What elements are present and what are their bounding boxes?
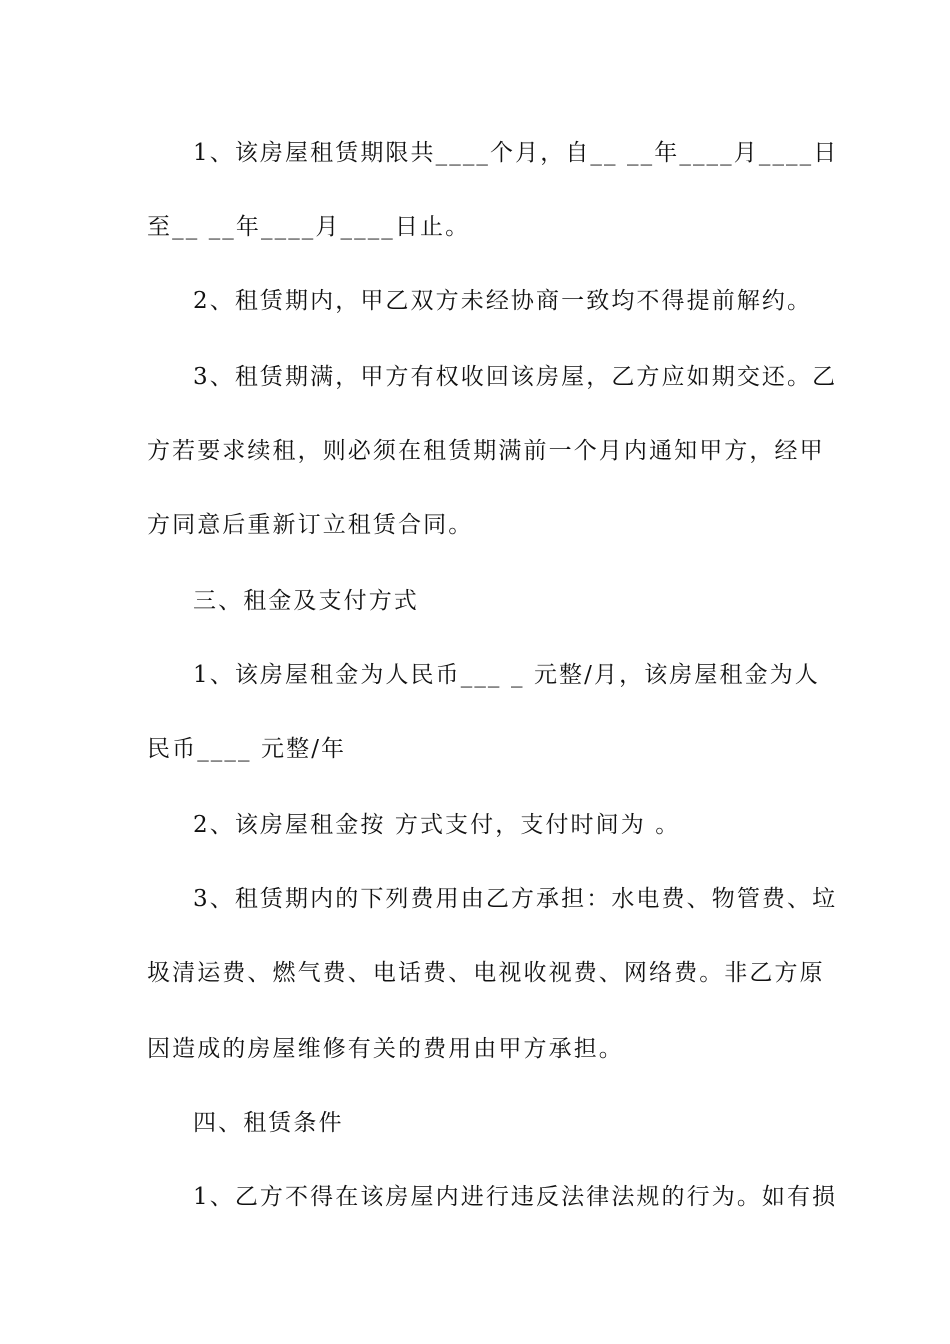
section-heading-lease-conditions: 四、租赁条件 [193, 1110, 344, 1136]
lease-term-clause-line-1: 1、该房屋租赁期限共____个月，自__ __年____月____日 [193, 140, 839, 166]
fees-clause-line-3: 因造成的房屋维修有关的费用由甲方承担。 [147, 1036, 624, 1062]
fees-clause-line-1: 3、租赁期内的下列费用由乙方承担：水电费、物管费、垃 [193, 886, 838, 912]
renewal-clause-line-3: 方同意后重新订立租赁合同。 [147, 512, 474, 538]
rent-amount-clause-line-1: 1、该房屋租金为人民币___ _ 元整/月，该房屋租金为人 [193, 662, 820, 688]
renewal-clause-line-2: 方若要求续租，则必须在租赁期满前一个月内通知甲方，经甲 [147, 438, 825, 464]
rent-amount-clause-line-2: 民币____ 元整/年 [147, 736, 347, 762]
fees-clause-line-2: 圾清运费、燃气费、电话费、电视收视费、网络费。非乙方原 [147, 960, 825, 986]
lease-term-clause-line-2: 至__ __年____月____日止。 [147, 214, 471, 240]
lawful-use-clause: 1、乙方不得在该房屋内进行违反法律法规的行为。如有损 [193, 1184, 838, 1210]
renewal-clause-line-1: 3、租赁期满，甲方有权收回该房屋，乙方应如期交还。乙 [193, 364, 838, 390]
payment-method-clause: 2、该房屋租金按 方式支付，支付时间为 。 [193, 812, 681, 838]
section-heading-rent-payment: 三、租金及支付方式 [193, 588, 419, 614]
early-termination-clause: 2、租赁期内，甲乙双方未经协商一致均不得提前解约。 [193, 288, 813, 314]
